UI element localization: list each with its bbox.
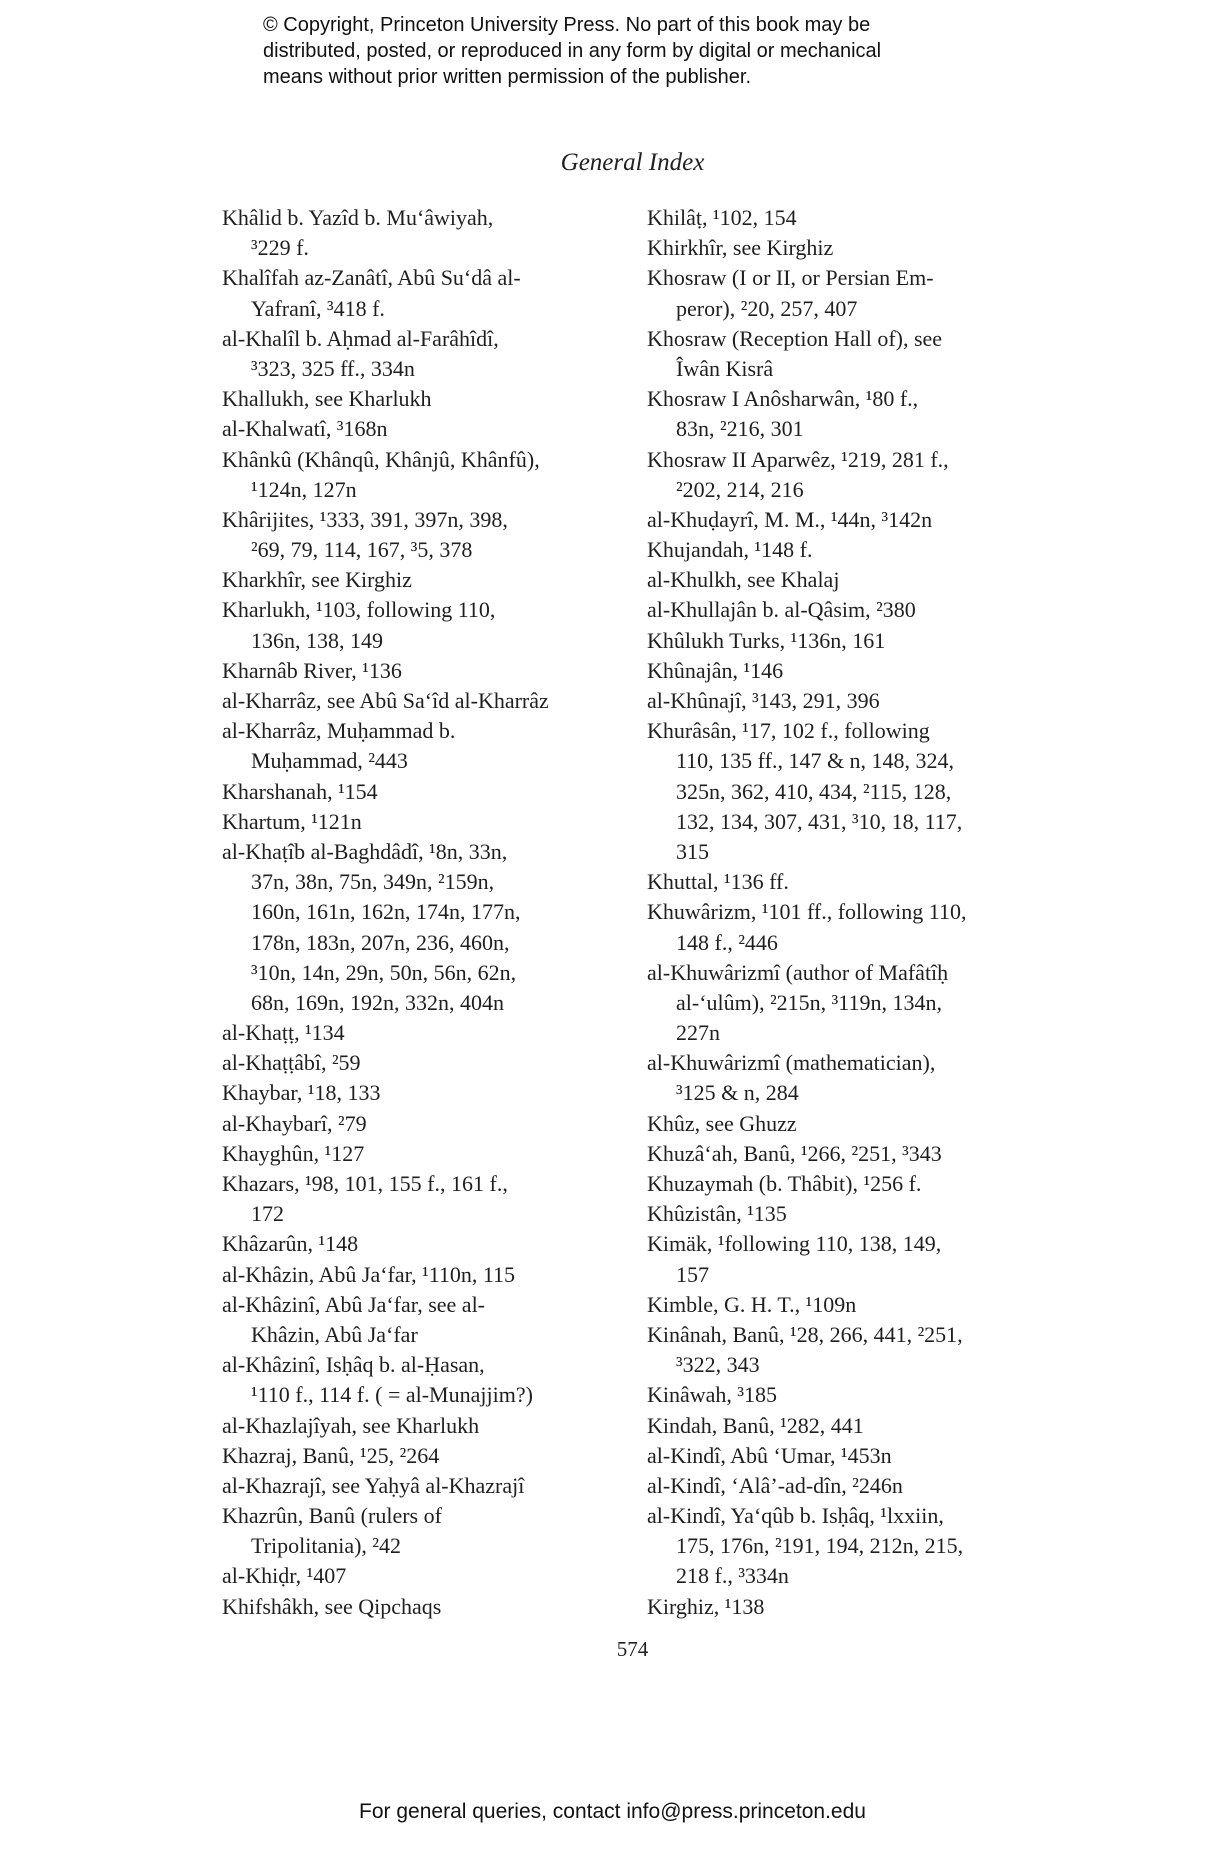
- running-head: General Index: [560, 149, 705, 176]
- index-entry-line: al-‘ulûm), ²215n, ³119n, 134n,: [676, 989, 942, 1015]
- index-entry-line: ³322, 343: [676, 1352, 760, 1378]
- index-entry-line: al-Khaybarî, ²79: [222, 1110, 367, 1136]
- index-entry-line: al-Khâzinî, Abû Ja‘far, see al-: [222, 1291, 486, 1317]
- index-entry-line: 68n, 169n, 192n, 332n, 404n: [251, 989, 504, 1015]
- index-entry-line: Muḥammad, ²443: [251, 748, 408, 774]
- index-entry-line: al-Khâzinî, Isḥâq b. al-Ḥasan,: [222, 1352, 485, 1378]
- index-column-left: [222, 203, 642, 1622]
- index-entry-line: Khûzistân, ¹135: [647, 1201, 787, 1227]
- index-entry-line: Khujandah, ¹148 f.: [647, 537, 813, 563]
- index-entry-line: 110, 135 ff., 147 & n, 148, 324,: [676, 748, 955, 774]
- index-entry-line: al-Khuwârizmî (mathematician),: [647, 1050, 936, 1076]
- index-entry-line: Khazraj, Banû, ¹25, ²264: [222, 1442, 440, 1468]
- index-entry-line: Kinâwah, ³185: [647, 1382, 778, 1408]
- index-entry-line: Kharnâb River, ¹136: [222, 657, 402, 683]
- page-number: 574: [616, 1637, 649, 1661]
- index-entry-line: 148 f., ²446: [676, 929, 778, 955]
- index-entry-line: al-Khâzin, Abû Ja‘far, ¹110n, 115: [222, 1261, 516, 1287]
- index-entry-line: Khuzâ‘ah, Banû, ¹266, ²251, ³343: [647, 1140, 942, 1166]
- index-entry-line: Khâzarûn, ¹148: [222, 1231, 359, 1257]
- index-entry-line: Kharlukh, ¹103, following 110,: [222, 597, 496, 623]
- index-entry-line: Khazrûn, Banû (rulers of: [222, 1503, 442, 1529]
- index-entry-line: Kirghiz, ¹138: [647, 1593, 765, 1619]
- index-entry-line: Khifshâkh, see Qipchaqs: [222, 1593, 442, 1619]
- index-entry-line: ³125 & n, 284: [676, 1080, 799, 1106]
- copyright-line: distributed, posted, or reproduced in any form by digital or mechanical: [263, 40, 882, 62]
- index-entry-line: ³323, 325 ff., 334n: [251, 355, 415, 381]
- index-entry-line: Khosraw II Aparwêz, ¹219, 281 f.,: [647, 446, 949, 472]
- index-entry-line: Khûnajân, ¹146: [647, 657, 784, 683]
- index-entry-line: 160n, 161n, 162n, 174n, 177n,: [251, 899, 521, 925]
- index-entry-line: Khûlukh Turks, ¹136n, 161: [647, 627, 886, 653]
- index-entry-line: al-Khalwatî, ³168n: [222, 416, 388, 442]
- index-entry-line: al-Khazrajî, see Yaḥyâ al-Khazrajî: [222, 1472, 525, 1498]
- index-entry-line: 132, 134, 307, 431, ³10, 18, 117,: [676, 808, 963, 834]
- index-entry-line: al-Khullajân b. al-Qâsim, ²380: [647, 597, 916, 623]
- index-entry-line: 175, 176n, ²191, 194, 212n, 215,: [676, 1533, 964, 1559]
- index-entry-line: al-Khaṭîb al-Baghdâdî, ¹8n, 33n,: [222, 838, 508, 864]
- index-entry-line: Khâlid b. Yazîd b. Mu‘âwiyah,: [222, 205, 494, 230]
- index-entry-line: 178n, 183n, 207n, 236, 460n,: [251, 929, 510, 955]
- index-entry-line: al-Kharrâz, Muḥammad b.: [222, 718, 456, 744]
- index-entry-line: Kharkhîr, see Kirghiz: [222, 567, 412, 593]
- index-entry-line: Khilâṭ, ¹102, 154: [647, 205, 797, 230]
- index-entry-line: al-Khalîl b. Aḥmad al-Farâhîdî,: [222, 325, 499, 351]
- index-entry-line: Khosraw (Reception Hall of), see: [647, 325, 943, 351]
- index-entry-line: al-Khaṭṭ, ¹134: [222, 1020, 345, 1046]
- index-entry-line: Khârijites, ¹333, 391, 397n, 398,: [222, 506, 508, 532]
- index-entry-line: Khâzin, Abû Ja‘far: [251, 1321, 418, 1347]
- index-column-right: [647, 203, 1067, 1622]
- index-entry-line: ³10n, 14n, 29n, 50n, 56n, 62n,: [251, 959, 517, 985]
- index-entry-line: Khuwârizm, ¹101 ff., following 110,: [647, 899, 967, 925]
- index-entry-line: Khirkhîr, see Kirghiz: [647, 235, 834, 261]
- index-entry-line: Khazars, ¹98, 101, 155 f., 161 f.,: [222, 1171, 508, 1196]
- index-entry-line: ²69, 79, 114, 167, ³5, 378: [251, 537, 473, 563]
- copyright-line: means without prior written permission of the publisher.: [263, 66, 752, 88]
- index-entry-line: 136n, 138, 149: [251, 627, 383, 653]
- index-entry-line: Khuttal, ¹136 ff.: [647, 869, 789, 895]
- index-entry-line: Kinânah, Banû, ¹28, 266, 441, ²251,: [647, 1321, 963, 1347]
- index-entry-line: Khalîfah az-Zanâtî, Abû Su‘dâ al-: [222, 265, 521, 291]
- index-entry-line: 37n, 38n, 75n, 349n, ²159n,: [251, 869, 495, 895]
- index-entry-line: 83n, ²216, 301: [676, 416, 804, 442]
- index-entry-line: Khosraw I Anôsharwân, ¹80 f.,: [647, 386, 919, 412]
- index-entry-line: Îwân Kisrâ: [676, 355, 774, 381]
- index-entry-line: al-Kharrâz, see Abû Sa‘îd al-Kharrâz: [222, 688, 549, 713]
- index-entry-line: Khuzaymah (b. Thâbit), ¹256 f.: [647, 1171, 922, 1196]
- index-entry-line: Khallukh, see Kharlukh: [222, 386, 432, 412]
- index-entry-line: Khûz, see Ghuzz: [647, 1110, 797, 1136]
- index-entry-line: Kimäk, ¹following 110, 138, 149,: [647, 1231, 942, 1257]
- index-entry-line: Tripolitania), ²42: [251, 1533, 402, 1559]
- index-entry-line: al-Kindî, Ya‘qûb b. Isḥâq, ¹lxxiin,: [647, 1503, 944, 1529]
- index-entry-line: Kimble, G. H. T., ¹109n: [647, 1291, 857, 1317]
- index-entry-line: ³229 f.: [251, 235, 309, 261]
- index-entry-line: Khosraw (I or II, or Persian Em-: [647, 265, 934, 291]
- index-entry-line: Kindah, Banû, ¹282, 441: [647, 1412, 864, 1438]
- index-entry-line: al-Khiḍr, ¹407: [222, 1563, 347, 1589]
- index-entry-line: al-Khuwârizmî (author of Mafâtîḥ: [647, 959, 949, 985]
- index-entry-line: 157: [676, 1261, 709, 1287]
- index-entry-line: al-Kindî, Abû ‘Umar, ¹453n: [647, 1442, 892, 1468]
- index-entry-line: al-Kindî, ‘Alâ’-ad-dîn, ²246n: [647, 1472, 903, 1498]
- index-entry-line: Khayghûn, ¹127: [222, 1140, 365, 1166]
- index-entry-line: al-Khaṭṭâbî, ²59: [222, 1050, 361, 1076]
- footer-contact: For general queries, contact info@press.princeton.edu: [359, 1800, 866, 1823]
- index-entry-line: Khartum, ¹121n: [222, 808, 362, 834]
- index-entry-line: al-Khazlajîyah, see Kharlukh: [222, 1412, 480, 1438]
- index-entry-line: Khurâsân, ¹17, 102 f., following: [647, 718, 930, 744]
- index-entry-line: Khaybar, ¹18, 133: [222, 1080, 381, 1106]
- index-entry-line: ²202, 214, 216: [676, 476, 804, 502]
- index-entry-line: 218 f., ³334n: [676, 1563, 789, 1589]
- index-entry-line: 227n: [676, 1020, 720, 1046]
- copyright-notice: [263, 12, 1023, 90]
- index-entry-line: Kharshanah, ¹154: [222, 778, 378, 804]
- index-entry-line: ¹124n, 127n: [251, 476, 357, 502]
- index-entry-line: peror), ²20, 257, 407: [676, 295, 858, 321]
- copyright-line: © Copyright, Princeton University Press. No part of this book may be: [263, 14, 871, 36]
- index-entry-line: al-Khuḍayrî, M. M., ¹44n, ³142n: [647, 506, 933, 532]
- index-entry-line: Yafranî, ³418 f.: [251, 295, 385, 321]
- index-entry-line: 315: [676, 838, 709, 864]
- index-entry-line: Khânkû (Khânqû, Khânjû, Khânfû),: [222, 446, 540, 472]
- index-entry-line: 172: [251, 1201, 284, 1227]
- index-entry-line: al-Khulkh, see Khalaj: [647, 567, 840, 593]
- index-entry-line: al-Khûnajî, ³143, 291, 396: [647, 688, 880, 713]
- index-entry-line: 325n, 362, 410, 434, ²115, 128,: [676, 778, 952, 804]
- index-entry-line: ¹110 f., 114 f. ( = al-Munajjim?): [251, 1382, 533, 1408]
